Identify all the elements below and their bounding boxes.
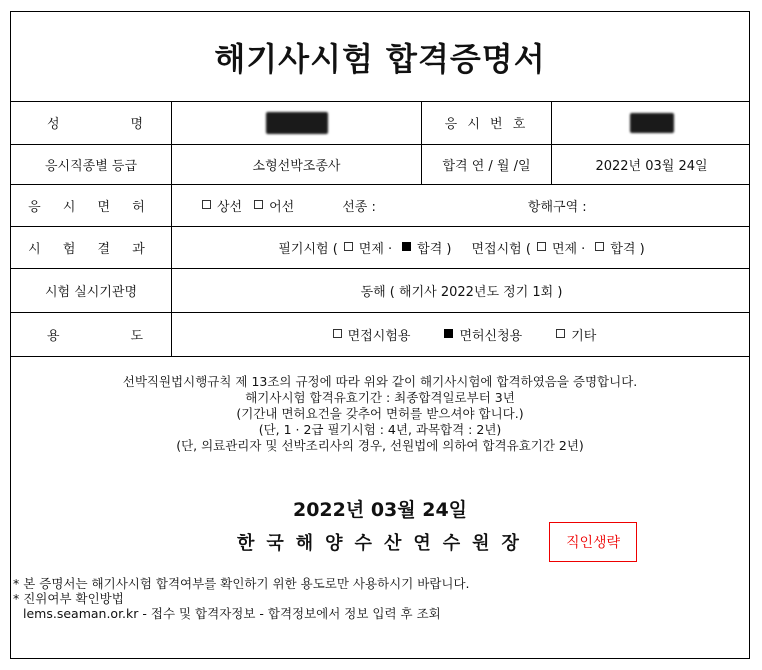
certificate — [10, 11, 750, 659]
issuer-name: 한국해양수산연수원장 — [237, 533, 531, 554]
grade-label: 응시직종별 등급 — [44, 159, 138, 174]
row-usage — [11, 313, 749, 357]
issue-date: 2022년 03월 24일 — [292, 499, 468, 521]
usage-value — [171, 313, 751, 356]
result-value — [171, 227, 751, 268]
name-label: 성 명 — [47, 117, 143, 132]
fishing-label: 어선 — [269, 200, 295, 215]
exam-number-label: 응 시 번 호 — [421, 101, 551, 144]
statement-line-4: (단, 1 · 2급 필기시험 : 4년, 과목합격 : 2년) — [258, 422, 502, 437]
result-label: 시 험 결 과 — [28, 242, 154, 257]
interview-use-label: 면접시험용 — [347, 329, 411, 344]
interview-pass-label: 합격 ) — [610, 242, 645, 257]
statement-line-3: (기간내 면허요건을 갖추어 면허를 받으셔야 합니다.) — [236, 406, 524, 421]
checkbox-interview-pass[interactable] — [595, 242, 604, 251]
statement-line-2: 해기사시험 합격유효기간 : 최종합격일로부터 3년 — [245, 390, 515, 405]
name-value — [171, 101, 421, 144]
exam-number-value — [551, 101, 751, 144]
seal-omitted-stamp: 직인생략 — [549, 522, 637, 562]
agency-label: 시험 실시기관명 — [44, 285, 138, 300]
row-agency — [11, 269, 749, 313]
row-grade — [11, 145, 749, 185]
grade-value: 소형선박조종사 — [171, 145, 421, 184]
row-result — [11, 227, 749, 269]
license-use-label: 면허신청용 — [459, 329, 523, 344]
checkbox-fishing[interactable] — [254, 200, 263, 209]
redacted-name — [266, 112, 328, 134]
sea-area-label: 항해구역 : — [527, 200, 587, 215]
checkbox-other-use[interactable] — [556, 329, 565, 338]
statement-block — [11, 374, 749, 454]
written-pass-label: 합격 ) — [417, 242, 452, 257]
checkbox-written-pass[interactable] — [402, 242, 411, 251]
notes-block — [13, 576, 470, 621]
note-2: * 진위여부 확인방법 — [13, 591, 124, 606]
checkbox-interview-exempt[interactable] — [537, 242, 546, 251]
statement-line-5: (단, 의료관리자 및 선박조리사의 경우, 선원법에 의하여 합격유효기간 2년) — [176, 438, 584, 453]
written-label: 필기시험 ( — [278, 242, 338, 257]
checkbox-license-use[interactable] — [444, 329, 453, 338]
redacted-exam-number — [630, 113, 674, 133]
written-exempt-label: 면제 · — [358, 242, 393, 257]
note-3: lems.seaman.or.kr - 접수 및 합격자정보 - 합격정보에서 정보 입력 후 조회 — [23, 606, 441, 621]
other-use-label: 기타 — [571, 329, 597, 344]
checkbox-interview-use[interactable] — [333, 329, 342, 338]
pass-date-label: 합격 연 / 월 /일 — [421, 145, 551, 184]
merchant-label: 상선 — [217, 200, 243, 215]
interview-exempt-label: 면제 · — [551, 242, 586, 257]
row-name — [11, 101, 749, 145]
document-title: 해기사시험 합격증명서 — [11, 12, 749, 102]
pass-date-value: 2022년 03월 24일 — [551, 145, 751, 184]
interview-label: 면접시험 ( — [471, 242, 531, 257]
checkbox-written-exempt[interactable] — [344, 242, 353, 251]
row-license — [11, 185, 749, 227]
statement-line-1: 선박직원법시행규칙 제 13조의 규정에 따라 위와 같이 해기사시험에 합격하였음을 증명합니다. — [122, 374, 638, 389]
license-value — [171, 185, 751, 226]
checkbox-merchant[interactable] — [202, 200, 211, 209]
agency-value: 동해 ( 해기사 2022년도 정기 1회 ) — [171, 269, 751, 312]
note-1: * 본 증명서는 해기사시험 합격여부를 확인하기 위한 용도로만 사용하시기 바랍니다. — [13, 576, 470, 591]
license-label: 응 시 면 허 — [28, 200, 154, 215]
usage-label: 용 도 — [47, 329, 143, 344]
ship-type-label: 선종 : — [342, 200, 376, 215]
